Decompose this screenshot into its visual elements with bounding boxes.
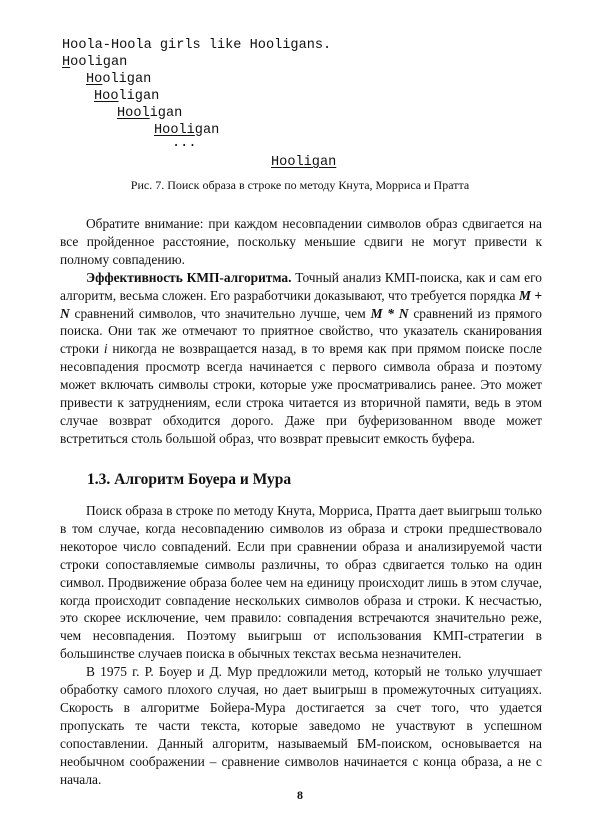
paragraph-boyer-moore: В 1975 г. Р. Боуер и Д. Мур предложили метод, который не только улучшает обработку самого плохого случая, но дает выигрыш в промежуточных ситуациях. Скорость в алгоритме Бойера-Мура достигается за счет того, что удается пропускать те части текста, которые заведомо не участвуют в успешном сопоставлении. Данный алгоритм, называемый БМ-поиском, основывается на необычном соображении – сравнение символов начинается с конца образа, а не с начала.	[60, 664, 542, 787]
formula: M * N	[370, 305, 409, 321]
variable: i	[103, 341, 108, 357]
matched-prefix: Hoo	[94, 89, 119, 104]
matched-prefix: H	[62, 55, 71, 70]
formula: M + N	[60, 287, 542, 321]
pattern-step-2	[86, 72, 151, 88]
figure-text-line: Hoola-Hoola girls like Hooligans.	[62, 38, 332, 53]
body-text-bottom	[60, 502, 542, 789]
page-number: 8	[297, 788, 303, 802]
pattern-rest: gan	[194, 123, 220, 138]
pattern-rest: igan	[149, 106, 183, 121]
pattern-step-3	[94, 89, 159, 105]
matched-prefix: Hooli	[154, 123, 195, 138]
paragraph-kmp-gain: Поиск образа в строке по методу Кнута, Морриса, Пратта дает выигрыш только в том случае, когда несовпадению символов из образа и строки предшествовало некоторое число совпадений. Если при сравнении образа и анализируемой части строки сопоставляемые символы различны, то образ сдвигается только на один символ. Продвижение образа более чем на единицу происходит лишь в этом случае, когда происходит совпадение нескольких символов образа и строки. К несчастью, это скорее исключение, чем правило: совпадения встречаются значительно реже, чем несовпадения. Поэтому выигрыш от использования КМП-стратегии в большинстве случаев поиска в обычных текстах весьма незначителен.	[60, 503, 542, 662]
figure-caption: Рис. 7. Поиск образа в строке по методу Кнута, Морриса и Пратта	[130, 178, 470, 192]
pattern-rest: ligan	[118, 89, 160, 104]
pattern-rest: oligan	[102, 72, 152, 87]
figure-ellipsis: ...	[172, 136, 197, 151]
section-heading: 1.3. Алгоритм Боуера и Мура	[87, 471, 292, 488]
final-pattern: Hooligan	[271, 155, 337, 170]
paragraph-note: Обратите внимание: при каждом несовпадении символов образ сдвигается на все пройденное расстояние, поскольку меньшие сдвиги не могут привести к полному совпадению.	[60, 216, 542, 267]
pattern-step-1	[62, 55, 127, 71]
matched-prefix: Hool	[117, 106, 150, 121]
paragraph-efficiency: Эффективность КМП-алгоритма. Точный анализ КМП-поиска, как и сам его алгоритм, весьма сложен. Его разработчики доказывают, что требуется порядка M + N сравнений символов, что значительно лучше, чем M * N сравнений из прямого поиска. Они так же отмечают то приятное свойство, что указатель сканирования строки i никогда не возвращается назад, в то время как при прямом поиске после несовпадения просмотр всегда начинается с первого символа образа и поэтому может включать символы строки, которые уже просматривались ранее. Это может привести к затруднениям, если строка читается из вторичной памяти, ведь в этом случае возврат обходится дорого. Даже при буферизованном вводе может встретиться столь большой образ, что возврат превысит емкость буфера.	[60, 269, 542, 446]
matched-prefix: Ho	[86, 72, 103, 87]
pattern-rest: ooligan	[70, 55, 128, 70]
body-text-top	[60, 215, 542, 448]
pattern-step-4	[117, 106, 182, 122]
paragraph-lead: Эффективность КМП-алгоритма.	[86, 269, 292, 285]
